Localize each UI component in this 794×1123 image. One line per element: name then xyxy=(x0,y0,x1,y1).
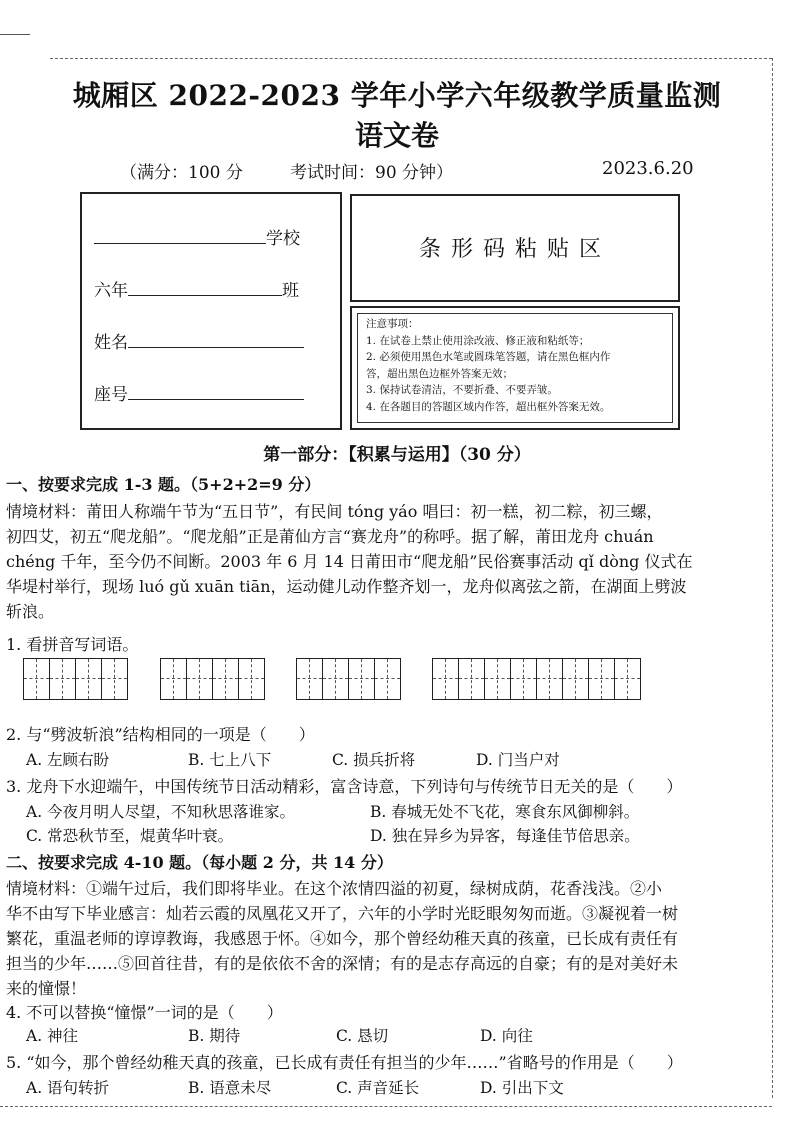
full-score: （满分：100 分 xyxy=(120,163,243,183)
q5-option-b[interactable]: B. 语意未尽 xyxy=(188,1079,272,1097)
q5-option-d[interactable]: D. 引出下文 xyxy=(480,1079,564,1097)
q2-option-d[interactable]: D. 门当户对 xyxy=(476,751,560,769)
note-line: 3. 保持试卷清洁，不要折叠、不要弄皱。 xyxy=(366,384,558,396)
exam-subtitle: 语文卷 xyxy=(354,119,439,152)
grid-cell[interactable] xyxy=(161,659,187,699)
cut-line-top xyxy=(50,58,772,59)
question-4: 4. 不可以替换“憧憬”一词的是（ ） xyxy=(6,1003,283,1022)
class-blank[interactable] xyxy=(128,279,282,296)
answer-grid-3[interactable] xyxy=(296,658,401,700)
q4-option-b[interactable]: B. 期待 xyxy=(188,1027,241,1045)
exam-date: 2023.6.20 xyxy=(602,158,694,179)
q3-option-b[interactable]: B. 春城无处不飞花，寒食东风御柳斜。 xyxy=(370,803,640,821)
exam-time: 考试时间：90 分钟） xyxy=(290,163,454,183)
material-line: 担当的少年……⑤回首往昔，有的是依依不舍的深情；有的是志存高远的自豪；有的是对美好未 xyxy=(6,954,679,973)
grid-cell[interactable] xyxy=(459,659,485,699)
material-line: 初四艾，初五“爬龙船”。“爬龙船”正是莆仙方言“赛龙舟”的称呼。据了解，莆田龙舟 chuán xyxy=(6,527,654,546)
grid-cell[interactable] xyxy=(563,659,589,699)
material-line: 华不由写下毕业感言：灿若云霞的凤凰花又开了，六年的小学时光眨眼匆匆而逝。③凝视着一树 xyxy=(6,904,679,923)
material-line: 来的憧憬！ xyxy=(6,979,87,998)
q4-option-d[interactable]: D. 向往 xyxy=(480,1027,533,1045)
q3-option-a[interactable]: A. 今夜月明人尽望，不知秋思落谁家。 xyxy=(26,803,296,821)
grid-cell[interactable] xyxy=(102,659,127,699)
seat-field[interactable] xyxy=(94,380,304,405)
school-label: 学校 xyxy=(266,229,300,249)
answer-grid-4[interactable] xyxy=(432,658,641,700)
seat-label: 座号 xyxy=(94,385,128,405)
section-two-heading: 二、按要求完成 4-10 题。（每小题 2 分，共 14 分） xyxy=(6,853,393,872)
name-blank[interactable] xyxy=(128,331,304,348)
grid-cell[interactable] xyxy=(349,659,375,699)
q5-option-a[interactable]: A. 语句转折 xyxy=(26,1079,110,1097)
grid-cell[interactable] xyxy=(323,659,349,699)
q3-option-d[interactable]: D. 独在异乡为异客，每逢佳节倍思亲。 xyxy=(370,827,640,845)
grid-cell[interactable] xyxy=(375,659,400,699)
question-1: 1. 看拼音写词语。 xyxy=(6,635,139,654)
grid-cell[interactable] xyxy=(76,659,102,699)
question-2: 2. 与“劈波斩浪”结构相同的一项是（ ） xyxy=(6,725,315,744)
section-one-heading: 一、按要求完成 1-3 题。（5+2+2=9 分） xyxy=(6,475,321,494)
question-5: 5. “如今，那个曾经幼稚天真的孩童，已长成有责任有担当的少年……”省略号的作用是（ ） xyxy=(6,1053,683,1072)
answer-grid-1[interactable] xyxy=(23,658,128,700)
grid-cell[interactable] xyxy=(615,659,640,699)
part-one-heading: 第一部分：【积累与运用】（30 分） xyxy=(263,445,531,465)
grid-cell[interactable] xyxy=(511,659,537,699)
note-line: 1. 在试卷上禁止使用涂改液、修正液和粘纸等； xyxy=(366,334,590,347)
note-line: 答，超出黑色边框外答案无效； xyxy=(366,367,513,380)
question-3: 3. 龙舟下水迎端午，中国传统节日活动精彩，富含诗意，下列诗句与传统节日无关的是（ ） xyxy=(6,777,683,796)
name-label: 姓名 xyxy=(94,333,128,353)
grid-cell[interactable] xyxy=(24,659,50,699)
material-line: 华堤村举行，现场 luó gǔ xuān tiān，运动健儿动作整齐划一，龙舟似离弦之箭，在湖面上劈波 xyxy=(6,577,687,596)
school-blank[interactable] xyxy=(94,227,266,244)
q5-option-c[interactable]: C. 声音延长 xyxy=(336,1079,420,1097)
q2-option-b[interactable]: B. 七上八下 xyxy=(188,751,272,769)
q2-option-c[interactable]: C. 损兵折将 xyxy=(332,751,416,769)
material-line: 情境材料：莆田人称端午节为“五日节”，有民间 tóng yáo 唱曰：初一糕，初二粽，初三螺， xyxy=(6,502,663,521)
material-line: 繁花，重温老师的谆谆教诲，我感恩于怀。④如今，那个曾经幼稚天真的孩童，已长成有责任有 xyxy=(6,929,679,948)
answer-grid-2[interactable] xyxy=(160,658,265,700)
school-field[interactable] xyxy=(94,224,300,249)
section-one-material xyxy=(6,499,774,624)
corner-mark xyxy=(0,34,30,35)
notes-heading: 注意事项： xyxy=(366,318,419,330)
grid-cell[interactable] xyxy=(239,659,264,699)
grid-cell[interactable] xyxy=(485,659,511,699)
cut-line-bottom xyxy=(0,1106,772,1107)
grid-cell[interactable] xyxy=(50,659,76,699)
barcode-label: 条形码粘贴区 xyxy=(418,237,611,262)
material-line: 情境材料：①端午过后，我们即将毕业。在这个浓情四溢的初夏，绿树成荫，花香浅浅。②小 xyxy=(6,879,663,898)
name-field[interactable] xyxy=(94,328,304,353)
grid-cell[interactable] xyxy=(213,659,239,699)
grid-cell[interactable] xyxy=(297,659,323,699)
class-label: 班 xyxy=(282,281,299,301)
notes-text xyxy=(366,316,610,415)
q4-option-c[interactable]: C. 恳切 xyxy=(336,1027,389,1045)
grid-cell[interactable] xyxy=(187,659,213,699)
note-line: 2. 必须使用黑色水笔或圆珠笔答题，请在黑色框内作 xyxy=(366,351,611,363)
seat-blank[interactable] xyxy=(128,383,304,400)
q2-option-a[interactable]: A. 左顾右盼 xyxy=(26,751,110,769)
q4-option-a[interactable]: A. 神往 xyxy=(26,1027,79,1045)
grid-cell[interactable] xyxy=(433,659,459,699)
material-line: chéng 千年，至今仍不间断。2003 年 6 月 14 日莆田市“爬龙船”民俗赛事活动 qǐ dòng 仪式在 xyxy=(6,552,693,571)
q3-option-c[interactable]: C. 常恐秋节至，焜黄华叶衰。 xyxy=(26,827,234,845)
grade-label: 六年 xyxy=(94,281,128,301)
exam-title: 城厢区 2022-2023 学年小学六年级教学质量监测 xyxy=(72,79,722,112)
class-field[interactable] xyxy=(94,276,299,301)
material-line: 斩浪。 xyxy=(6,602,55,621)
grid-cell[interactable] xyxy=(589,659,615,699)
section-two-material xyxy=(6,876,774,1001)
grid-cell[interactable] xyxy=(537,659,563,699)
note-line: 4. 在各题目的答题区域内作答，超出框外答案无效。 xyxy=(366,400,611,413)
